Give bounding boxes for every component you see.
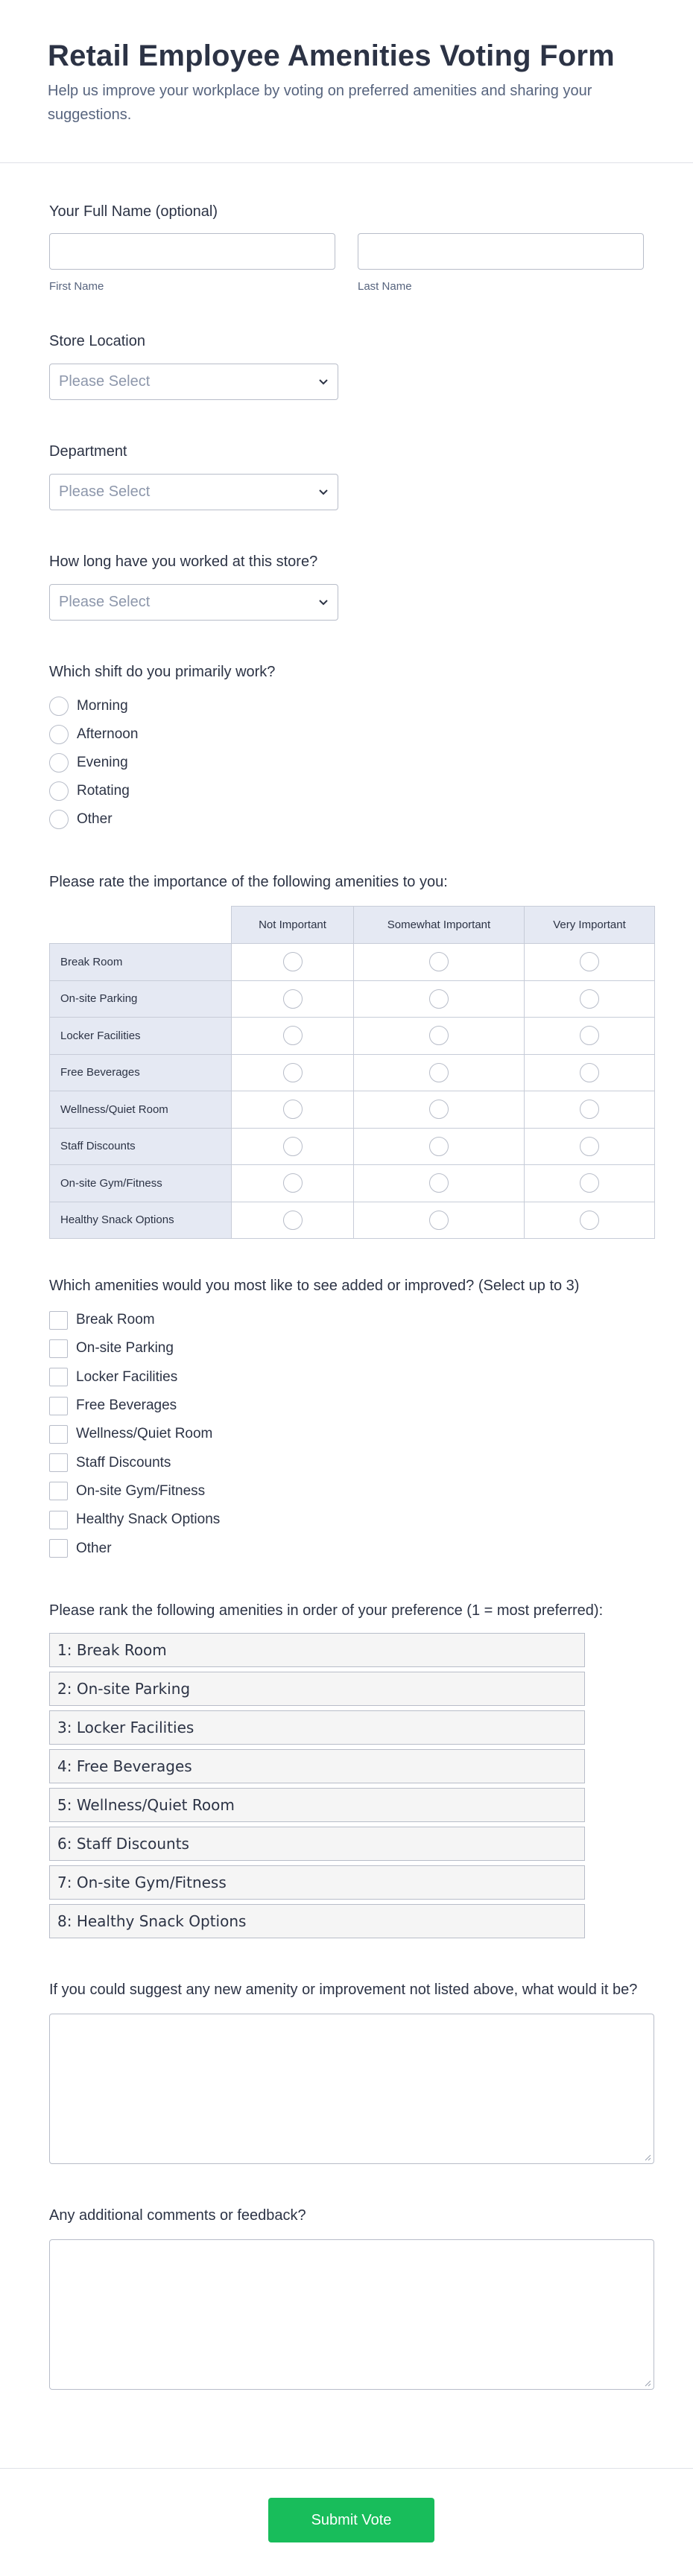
radio-button[interactable]: [283, 1211, 303, 1230]
radio-button[interactable]: [283, 989, 303, 1009]
shift-option[interactable]: [49, 720, 644, 749]
radio-button[interactable]: [580, 989, 599, 1009]
matrix-row: [50, 1091, 655, 1129]
shift-option-label: Rotating: [77, 783, 130, 799]
form-header: [0, 0, 693, 163]
radio-button[interactable]: [429, 1211, 449, 1230]
matrix-cell: [525, 944, 655, 981]
form-footer: [0, 2468, 693, 2576]
first-name-sublabel: First Name: [49, 280, 104, 293]
matrix-cell: [232, 944, 354, 981]
chevron-down-icon: [317, 485, 330, 498]
shift-option[interactable]: [49, 805, 644, 834]
matrix-cell: [525, 1202, 655, 1239]
matrix-cell: [354, 980, 525, 1018]
improve-option-label: Locker Facilities: [76, 1368, 178, 1385]
matrix-cell: [232, 1202, 354, 1239]
matrix-cell: [232, 1165, 354, 1202]
improve-option[interactable]: [49, 1506, 644, 1534]
tenure-label: How long have you worked at this store?: [49, 553, 318, 570]
shift-option[interactable]: [49, 692, 644, 720]
comments-textarea[interactable]: [49, 2239, 654, 2390]
matrix-cell: [232, 1018, 354, 1055]
improve-option[interactable]: [49, 1477, 644, 1506]
matrix-cell: [354, 1165, 525, 1202]
improve-option[interactable]: [49, 1392, 644, 1420]
radio-button[interactable]: [283, 952, 303, 971]
last-name-input[interactable]: [358, 233, 644, 270]
shift-option-label: Other: [77, 811, 113, 827]
improve-amenities-field: [49, 1276, 644, 1563]
improve-option[interactable]: [49, 1534, 644, 1562]
radio-button[interactable]: [49, 725, 69, 744]
shift-option-label: Afternoon: [77, 726, 139, 742]
matrix-cell: [232, 1054, 354, 1091]
matrix-row-label: Wellness/Quiet Room: [50, 1091, 232, 1129]
checkbox[interactable]: [49, 1425, 68, 1444]
ranking-item[interactable]: 1: Break Room: [49, 1633, 585, 1667]
store-location-select[interactable]: [49, 364, 338, 400]
radio-button[interactable]: [580, 1100, 599, 1119]
checkbox[interactable]: [49, 1453, 68, 1472]
shift-label: Which shift do you primarily work?: [49, 664, 276, 680]
full-name-field: [49, 202, 644, 294]
tenure-field: [49, 552, 644, 621]
form-content: [0, 202, 693, 2390]
improve-option-label: Staff Discounts: [76, 1454, 171, 1471]
department-field: [49, 442, 644, 510]
suggestion-textarea[interactable]: [49, 2014, 654, 2164]
improve-option-label: Break Room: [76, 1312, 155, 1328]
suggestion-label: If you could suggest any new amenity or improvement not listed above, what would it be?: [49, 1981, 638, 1998]
checkbox[interactable]: [49, 1397, 68, 1415]
shift-option-label: Morning: [77, 698, 128, 714]
matrix-row-label: On-site Gym/Fitness: [50, 1165, 232, 1202]
radio-button[interactable]: [49, 753, 69, 773]
matrix-row-label: On-site Parking: [50, 980, 232, 1018]
improve-option-label: Free Beverages: [76, 1398, 177, 1414]
ranking-item[interactable]: 2: On-site Parking: [49, 1672, 585, 1706]
comments-label: Any additional comments or feedback?: [49, 2207, 306, 2224]
shift-field: [49, 662, 644, 834]
matrix-cell: [525, 980, 655, 1018]
matrix-row-label: Locker Facilities: [50, 1018, 232, 1055]
improve-amenities-label: Which amenities would you most like to see added or improved? (Select up to 3): [49, 1278, 580, 1294]
resize-handle-icon[interactable]: [644, 2154, 651, 2161]
shift-option[interactable]: [49, 749, 644, 777]
submit-vote-button[interactable]: Submit Vote: [268, 2498, 434, 2542]
radio-button[interactable]: [429, 1100, 449, 1119]
department-placeholder: Please Select: [59, 483, 151, 500]
radio-button[interactable]: [429, 1173, 449, 1193]
department-label: Department: [49, 443, 127, 460]
radio-button[interactable]: [429, 1137, 449, 1156]
matrix-row: [50, 1202, 655, 1239]
radio-button[interactable]: [283, 1063, 303, 1082]
radio-button[interactable]: [49, 810, 69, 829]
shift-option[interactable]: [49, 777, 644, 805]
amenity-rating-matrix: [49, 906, 655, 1239]
matrix-column-header: Very Important: [525, 907, 655, 944]
matrix-cell: [232, 980, 354, 1018]
matrix-row: [50, 980, 655, 1018]
radio-button[interactable]: [429, 1026, 449, 1045]
improve-option-label: Wellness/Quiet Room: [76, 1426, 213, 1442]
matrix-cell: [525, 1091, 655, 1129]
matrix-row: [50, 1054, 655, 1091]
chevron-down-icon: [317, 375, 330, 388]
tenure-placeholder: Please Select: [59, 594, 151, 610]
radio-button[interactable]: [429, 952, 449, 971]
improve-option[interactable]: [49, 1420, 644, 1448]
matrix-cell: [232, 1091, 354, 1129]
matrix-row: [50, 1018, 655, 1055]
matrix-cell: [232, 1128, 354, 1165]
improve-option[interactable]: [49, 1448, 644, 1476]
matrix-cell: [354, 1091, 525, 1129]
matrix-cell: [525, 1128, 655, 1165]
ranking-item[interactable]: 3: Locker Facilities: [49, 1710, 585, 1745]
form-title: Retail Employee Amenities Voting Form: [48, 39, 615, 72]
radio-button[interactable]: [283, 1137, 303, 1156]
ranking-item[interactable]: 5: Wellness/Quiet Room: [49, 1788, 585, 1822]
radio-button[interactable]: [429, 989, 449, 1009]
matrix-row-label: Free Beverages: [50, 1054, 232, 1091]
amenity-rating-field: [49, 872, 644, 1239]
radio-button[interactable]: [580, 952, 599, 971]
resize-handle-icon[interactable]: [644, 2379, 651, 2387]
checkbox[interactable]: [49, 1368, 68, 1386]
store-location-field: [49, 331, 644, 400]
department-select[interactable]: [49, 474, 338, 510]
matrix-row-label: Break Room: [50, 944, 232, 981]
matrix-cell: [354, 1054, 525, 1091]
matrix-cell: [354, 944, 525, 981]
radio-button[interactable]: [283, 1026, 303, 1045]
shift-option-label: Evening: [77, 755, 128, 770]
radio-button[interactable]: [283, 1173, 303, 1193]
first-name-input[interactable]: [49, 233, 335, 270]
matrix-cell: [525, 1165, 655, 1202]
ranking-item[interactable]: 6: Staff Discounts: [49, 1827, 585, 1861]
radio-button[interactable]: [429, 1063, 449, 1082]
radio-button[interactable]: [580, 1026, 599, 1045]
matrix-row: [50, 1128, 655, 1165]
matrix-cell: [354, 1202, 525, 1239]
matrix-column-header: Somewhat Important: [354, 907, 525, 944]
improve-option[interactable]: [49, 1334, 644, 1362]
form-description: Help us improve your workplace by voting on preferred amenities and sharing your suggestions.: [48, 83, 592, 123]
comments-field: [49, 2206, 644, 2390]
radio-button[interactable]: [283, 1100, 303, 1119]
radio-button[interactable]: [580, 1137, 599, 1156]
improve-option[interactable]: [49, 1306, 644, 1334]
full-name-label: Your Full Name (optional): [49, 203, 218, 220]
checkbox[interactable]: [49, 1482, 68, 1500]
store-location-placeholder: Please Select: [59, 373, 151, 390]
shift-options: [49, 692, 644, 834]
matrix-cell: [354, 1128, 525, 1165]
checkbox[interactable]: [49, 1511, 68, 1529]
matrix-row: [50, 1165, 655, 1202]
amenity-rating-label: Please rate the importance of the following amenities to you:: [49, 874, 448, 890]
improve-option-label: On-site Parking: [76, 1340, 174, 1357]
suggestion-field: [49, 1980, 644, 2164]
radio-button[interactable]: [49, 697, 69, 716]
improve-option-label: Healthy Snack Options: [76, 1511, 221, 1528]
checkbox[interactable]: [49, 1539, 68, 1558]
chevron-down-icon: [317, 595, 330, 609]
radio-button[interactable]: [580, 1173, 599, 1193]
ranking-label: Please rank the following amenities in order of your preference (1 = most preferred):: [49, 1602, 604, 1619]
radio-button[interactable]: [580, 1211, 599, 1230]
matrix-corner: [50, 907, 232, 944]
improve-option[interactable]: [49, 1363, 644, 1392]
tenure-select[interactable]: [49, 584, 338, 621]
matrix-cell: [525, 1054, 655, 1091]
matrix-cell: [354, 1018, 525, 1055]
ranking-item[interactable]: 8: Healthy Snack Options: [49, 1904, 585, 1938]
matrix-column-header: Not Important: [232, 907, 354, 944]
radio-button[interactable]: [49, 781, 69, 801]
improve-amenities-options: [49, 1306, 644, 1563]
ranking-item[interactable]: 4: Free Beverages: [49, 1749, 585, 1783]
matrix-row-label: Staff Discounts: [50, 1128, 232, 1165]
checkbox[interactable]: [49, 1311, 68, 1330]
improve-option-label: Other: [76, 1540, 112, 1556]
matrix-row-label: Healthy Snack Options: [50, 1202, 232, 1239]
ranking-field: [49, 1601, 644, 1938]
checkbox[interactable]: [49, 1339, 68, 1358]
ranking-item[interactable]: 7: On-site Gym/Fitness: [49, 1865, 585, 1900]
matrix-cell: [525, 1018, 655, 1055]
last-name-sublabel: Last Name: [358, 280, 412, 293]
radio-button[interactable]: [580, 1063, 599, 1082]
store-location-label: Store Location: [49, 333, 145, 349]
improve-option-label: On-site Gym/Fitness: [76, 1482, 206, 1499]
matrix-row: [50, 944, 655, 981]
ranking-list: [49, 1633, 644, 1938]
